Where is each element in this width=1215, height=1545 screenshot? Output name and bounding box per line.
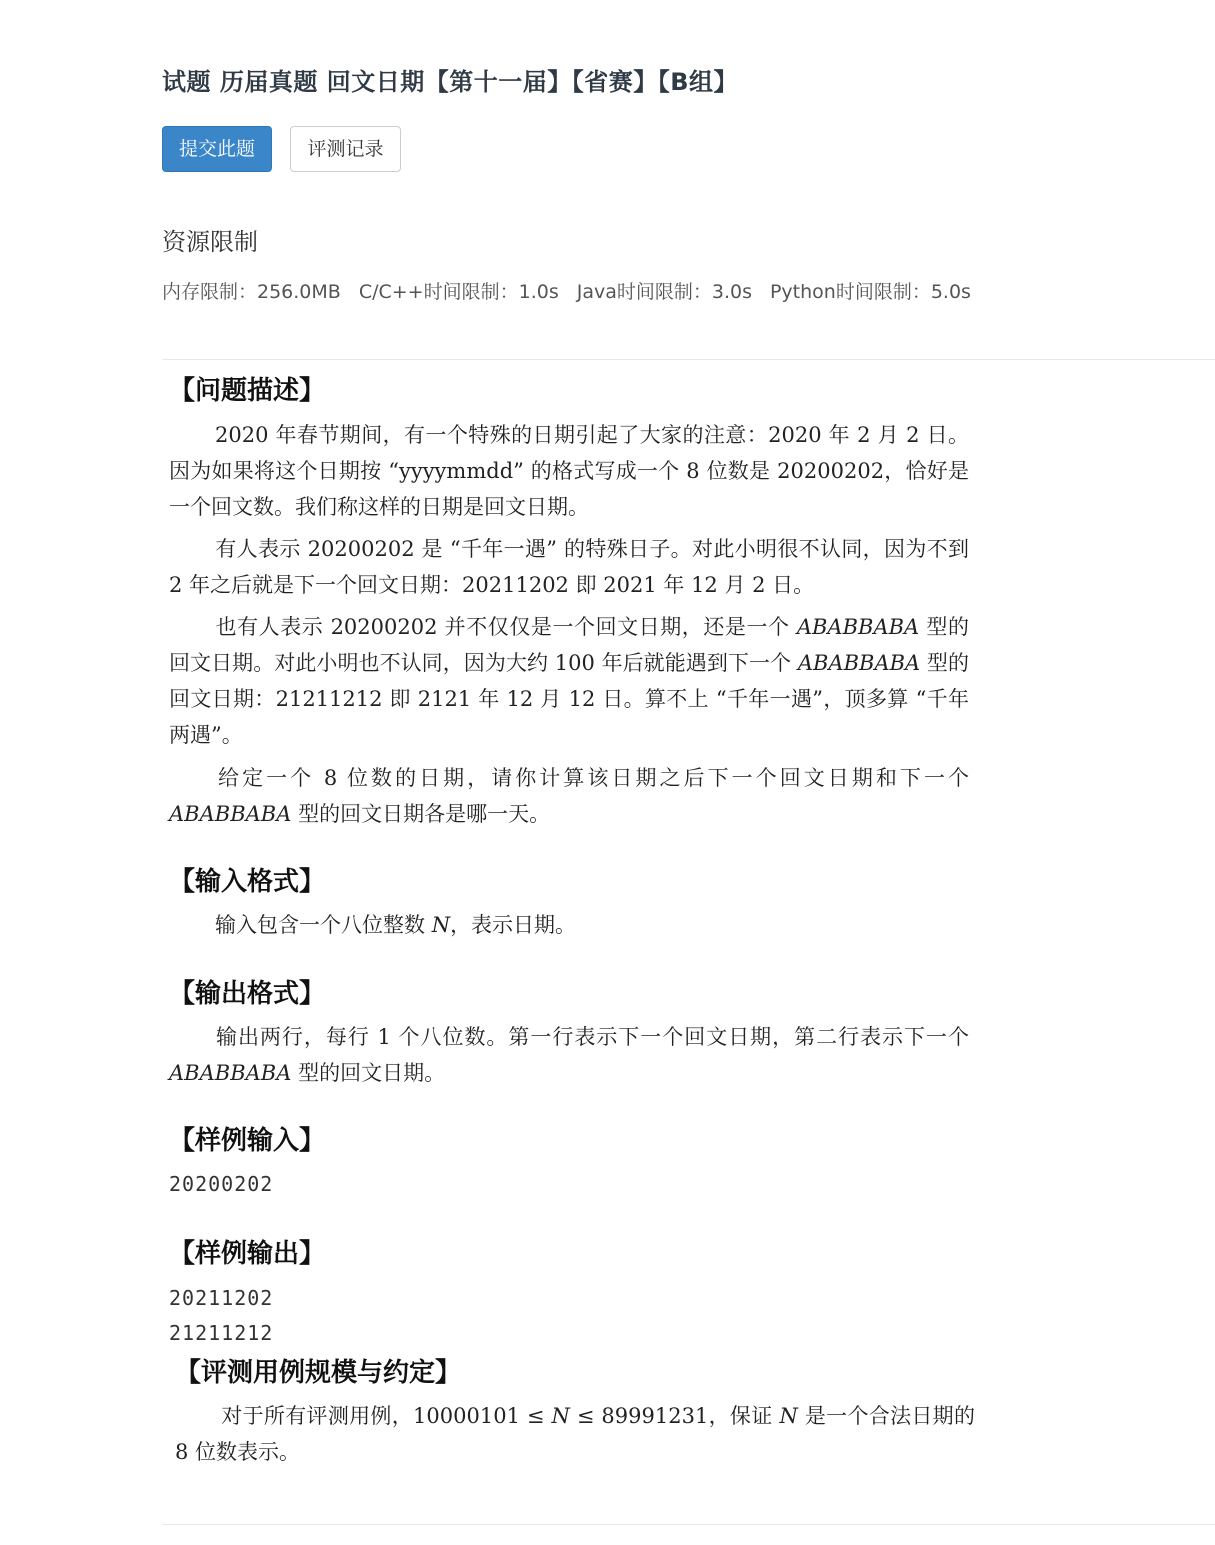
description-text-1: 2020 年春节期间，有一个特殊的日期引起了大家的注意：2020 年 2 月 2 日。因为如果将这个日期按 “yyyymmdd” 的格式写成一个 8 位数是 20200202，恰好是一个回文数。我们称这样的日期是回文日期。 — [169, 423, 969, 519]
input-format-paragraph — [169, 907, 969, 943]
python-time-limit: Python时间限制：5.0s — [769, 281, 971, 303]
description-text-3a: 也有人表示 20200202 并不仅仅是一个回文日期，还是一个 — [215, 615, 797, 639]
variable-n: N — [779, 1404, 798, 1428]
page-title: 试题 历届真题 回文日期【第十一届】【省赛】【B组】 — [162, 68, 739, 96]
sample-input-heading: 【样例输入】 — [169, 1126, 326, 1156]
pattern-term: ABABBABA — [169, 1061, 292, 1085]
records-button[interactable]: 评测记录 — [290, 126, 401, 172]
description-paragraph-3 — [169, 609, 969, 753]
description-text-2: 有人表示 20200202 是 “千年一遇” 的特殊日子。对此小明很不认同，因为不到 2 年之后就是下一个回文日期：20211202 即 2021 年 12 月 2 日。 — [169, 537, 969, 597]
input-text-a: 输入包含一个八位整数 — [215, 913, 432, 937]
sample-output-heading: 【样例输出】 — [169, 1239, 326, 1269]
description-paragraph-2 — [169, 531, 969, 603]
scale-text-c: ≤ 89991231，保证 — [569, 1404, 780, 1428]
sample-input-value: 20200202 — [169, 1172, 274, 1196]
divider-bottom — [162, 1524, 1215, 1525]
description-text-3c: 型的回文日期。对此小明也不认同，因为大约 100 年后就能遇到下一个 — [169, 615, 969, 675]
resource-limit-heading: 资源限制 — [162, 228, 258, 256]
pattern-term: ABABBABA — [169, 802, 292, 826]
memory-limit: 内存限制：256.0MB — [162, 281, 341, 303]
cpp-time-limit: C/C++时间限制：1.0s — [358, 281, 559, 303]
sample-output-line-1: 20211202 — [169, 1286, 274, 1310]
variable-n: N — [431, 913, 451, 937]
pattern-term: ABABBABA — [796, 615, 920, 639]
output-text-a: 输出两行，每行 1 个八位数。第一行表示下一个回文日期，第二行表示下一个 — [215, 1025, 969, 1049]
test-scale-paragraph — [175, 1398, 975, 1470]
description-paragraph-4 — [169, 760, 969, 832]
resource-limit-line — [162, 277, 989, 304]
description-text-3e: 型的回文日期：21211212 即 2121 年 12 月 12 日。算不上 “千年一遇”，顶多算 “千年两遇”。 — [169, 651, 969, 747]
output-text-c: 型的回文日期。 — [291, 1061, 446, 1085]
description-paragraph-1 — [169, 417, 969, 525]
submit-button[interactable]: 提交此题 — [162, 126, 272, 172]
test-scale-heading: 【评测用例规模与约定】 — [175, 1358, 462, 1388]
description-text-4c: 型的回文日期各是哪一天。 — [291, 802, 551, 826]
output-format-paragraph — [169, 1019, 969, 1091]
scale-text-e: 是一个合法日期的 8 位数表示。 — [175, 1404, 975, 1464]
divider-top — [162, 359, 1215, 360]
description-text-4a: 给定一个 8 位数的日期，请你计算该日期之后下一个回文日期和下一个 — [215, 766, 969, 790]
variable-n: N — [551, 1404, 570, 1428]
sample-output-line-2: 21211212 — [169, 1321, 274, 1345]
java-time-limit: Java时间限制：3.0s — [576, 281, 752, 303]
pattern-term: ABABBABA — [797, 651, 921, 675]
output-format-heading: 【输出格式】 — [169, 979, 326, 1009]
input-text-c: ，表示日期。 — [450, 913, 577, 937]
description-heading: 【问题描述】 — [169, 376, 326, 406]
input-format-heading: 【输入格式】 — [169, 867, 326, 897]
scale-text-a: 对于所有评测用例，10000101 ≤ — [221, 1404, 552, 1428]
